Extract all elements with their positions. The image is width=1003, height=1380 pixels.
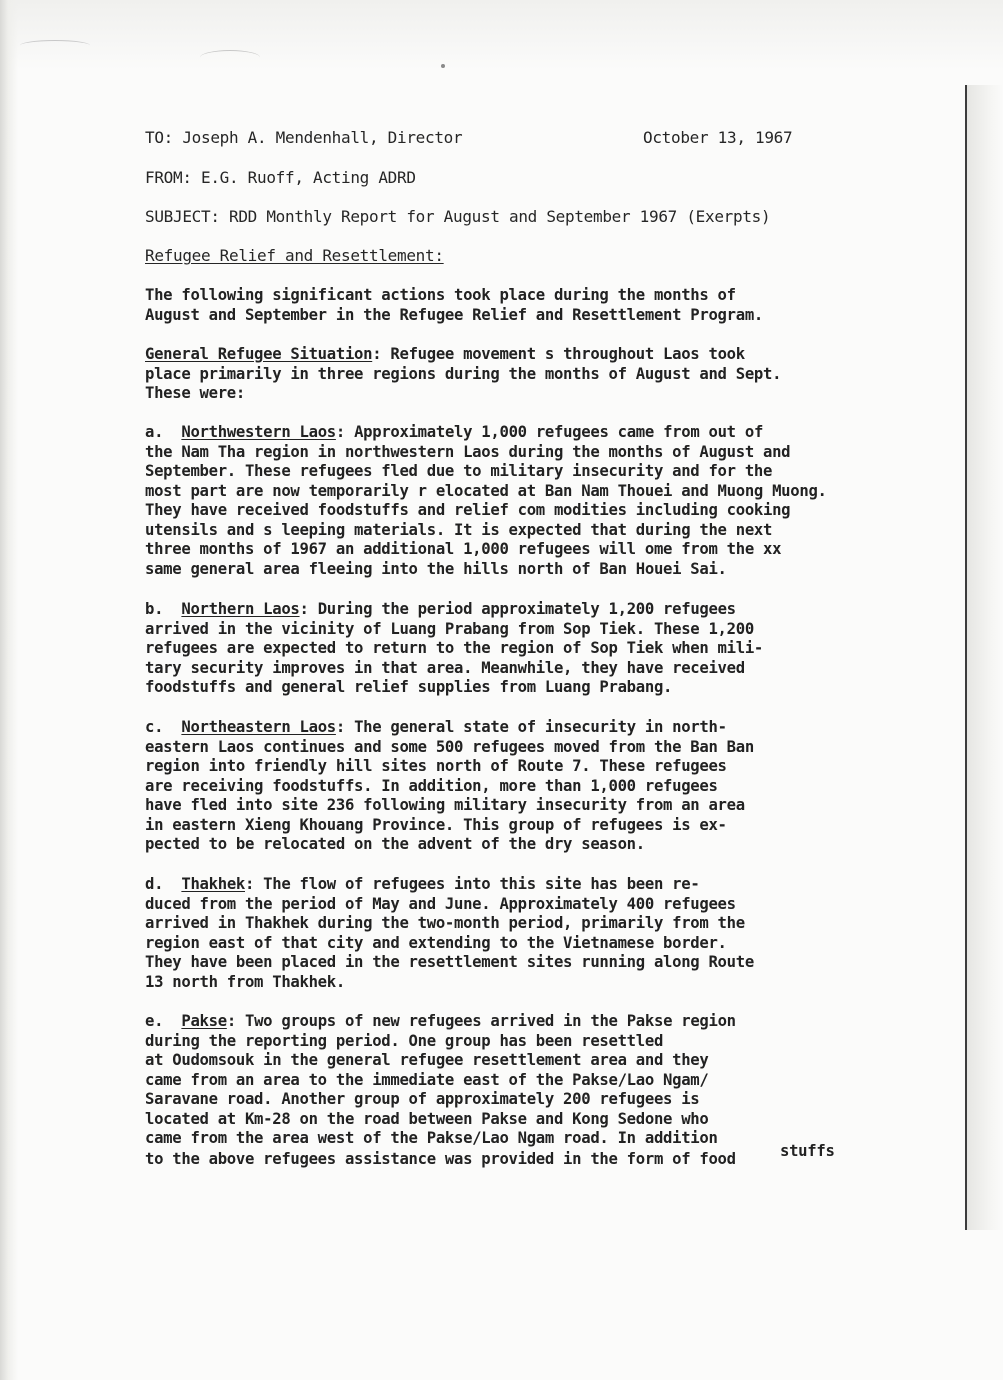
- item-a-line: three months of 1967 an additional 1,000 refugees will ome from the xx: [145, 540, 782, 558]
- item-c-line: region into friendly hill sites north of Route 7. These refugees: [145, 757, 727, 775]
- intro-line: The following significant actions took place during the months of: [145, 286, 736, 304]
- item-c-heading: Northeastern Laos: [181, 718, 336, 736]
- memo-from-line: [145, 168, 416, 188]
- item-e-line: Saravane road. Another group of approximately 200 refugees is: [145, 1090, 700, 1108]
- item-a-text: : Approximately 1,000 refugees came from out of: [335, 423, 764, 441]
- item-c-first-line: [145, 718, 727, 738]
- item-d-line: They have been placed in the resettlement sites running along Route: [145, 953, 754, 971]
- item-e-text: : Two groups of new refugees arrived in the Pakse region: [226, 1012, 736, 1030]
- item-b-first-line: [145, 600, 736, 620]
- item-d-first-line: [145, 875, 699, 895]
- scan-smudge: [200, 50, 260, 65]
- item-b-line: tary security improves in that area. Meanwhile, they have received: [145, 658, 745, 677]
- intro-line: August and September in the Refugee Relief and Resettlement Program.: [145, 305, 764, 324]
- scan-shadow-left: [0, 0, 18, 1380]
- item-a-line: utensils and s leeping materials. It is expected that during the next: [145, 520, 773, 539]
- memo-to-label: TO:: [145, 128, 173, 147]
- memo-from-label: FROM:: [145, 168, 192, 187]
- page-fold-shadow: [967, 85, 1003, 1230]
- item-a-line: the Nam Tha region in northwestern Laos during the months of August and: [145, 442, 791, 461]
- item-d-line: 13 north from Thakhek.: [145, 972, 345, 991]
- memo-subject-value: RDD Monthly Report for August and September 1967 (Exerpts): [229, 207, 771, 226]
- item-c-text: : The general state of insecurity in north-: [335, 718, 727, 736]
- item-e-line: came from an area to the immediate east of the Pakse/Lao Ngam/: [145, 1070, 709, 1089]
- item-a-heading: Northwestern Laos: [181, 423, 336, 441]
- memo-subject-label: SUBJECT:: [145, 207, 220, 226]
- scan-smudge: [20, 40, 90, 51]
- scan-speck: [441, 64, 445, 68]
- item-e-trailing-word: stuffs: [780, 1142, 835, 1160]
- item-e-line: located at Km-28 on the road between Pakse and Kong Sedone who: [145, 1109, 709, 1128]
- item-b-text: : During the period approximately 1,200 refugees: [299, 600, 736, 618]
- item-e-line: at Oudomsouk in the general refugee resettlement area and they: [145, 1051, 709, 1069]
- item-a-line: September. These refugees fled due to military insecurity and for the: [145, 462, 773, 480]
- scan-shadow-top: [0, 0, 1003, 70]
- item-e-letter: e.: [145, 1012, 164, 1030]
- item-d-text: : The flow of refugees into this site has been re-: [245, 875, 700, 893]
- section-heading: Refugee Relief and Resettlement:: [145, 246, 444, 265]
- item-a-line: same general area fleeing into the hills north of Ban Houei Sai.: [145, 559, 727, 578]
- item-b-heading: Northern Laos: [181, 600, 300, 618]
- item-d-line: region east of that city and extending to the Vietnamese border.: [145, 933, 727, 952]
- memo-subject-line: [145, 207, 770, 227]
- page-edge-line: [965, 85, 967, 1230]
- memo-to-line: [145, 128, 462, 148]
- item-a-line: They have received foodstuffs and relief com modities including cooking: [145, 501, 791, 519]
- item-b-line: arrived in the vicinity of Luang Prabang from Sop Tiek. These 1,200: [145, 619, 754, 638]
- item-d-heading: Thakhek: [181, 875, 245, 893]
- item-a-line: most part are now temporarily r elocated at Ban Nam Thouei and Muong Muong.: [145, 481, 827, 500]
- memo-from-value: E.G. Ruoff, Acting ADRD: [201, 168, 416, 187]
- memo-date: October 13, 1967: [643, 128, 793, 147]
- item-b-line: foodstuffs and general relief supplies from Luang Prabang.: [145, 678, 673, 696]
- item-e-line: during the reporting period. One group has been resettled: [145, 1031, 664, 1050]
- item-d-line: arrived in Thakhek during the two-month period, primarily from the: [145, 914, 745, 932]
- general-situation-text: : Refugee movement s throughout Laos took: [372, 345, 745, 363]
- item-c-line: eastern Laos continues and some 500 refugees moved from the Ban Ban: [145, 737, 754, 756]
- general-situation-heading: General Refugee Situation: [145, 345, 373, 363]
- general-situation-line: These were:: [145, 384, 245, 402]
- general-situation-line: place primarily in three regions during the months of August and Sept.: [145, 364, 782, 383]
- item-e-first-line: [145, 1012, 736, 1032]
- item-c-letter: c.: [145, 718, 164, 736]
- item-d-letter: d.: [145, 875, 164, 893]
- item-c-line: are receiving foodstuffs. In addition, more than 1,000 refugees: [145, 776, 718, 795]
- item-c-line: pected to be relocated on the advent of the dry season.: [145, 835, 645, 853]
- item-a-first-line: [145, 423, 763, 443]
- memo-to-value: Joseph A. Mendenhall, Director: [182, 128, 463, 147]
- general-situation-first-line: [145, 345, 745, 365]
- item-c-line: have fled into site 236 following military insecurity from an area: [145, 796, 745, 814]
- item-b-line: refugees are expected to return to the region of Sop Tiek when mili-: [145, 639, 764, 657]
- item-d-line: duced from the period of May and June. Approximately 400 refugees: [145, 894, 736, 913]
- item-e-line: to the above refugees assistance was provided in the form of food: [145, 1150, 736, 1168]
- item-e-line: came from the area west of the Pakse/Lao Ngam road. In addition: [145, 1129, 718, 1147]
- item-e-heading: Pakse: [181, 1012, 227, 1030]
- item-a-letter: a.: [145, 423, 164, 441]
- item-c-line: in eastern Xieng Khouang Province. This group of refugees is ex-: [145, 815, 727, 834]
- item-b-letter: b.: [145, 600, 164, 618]
